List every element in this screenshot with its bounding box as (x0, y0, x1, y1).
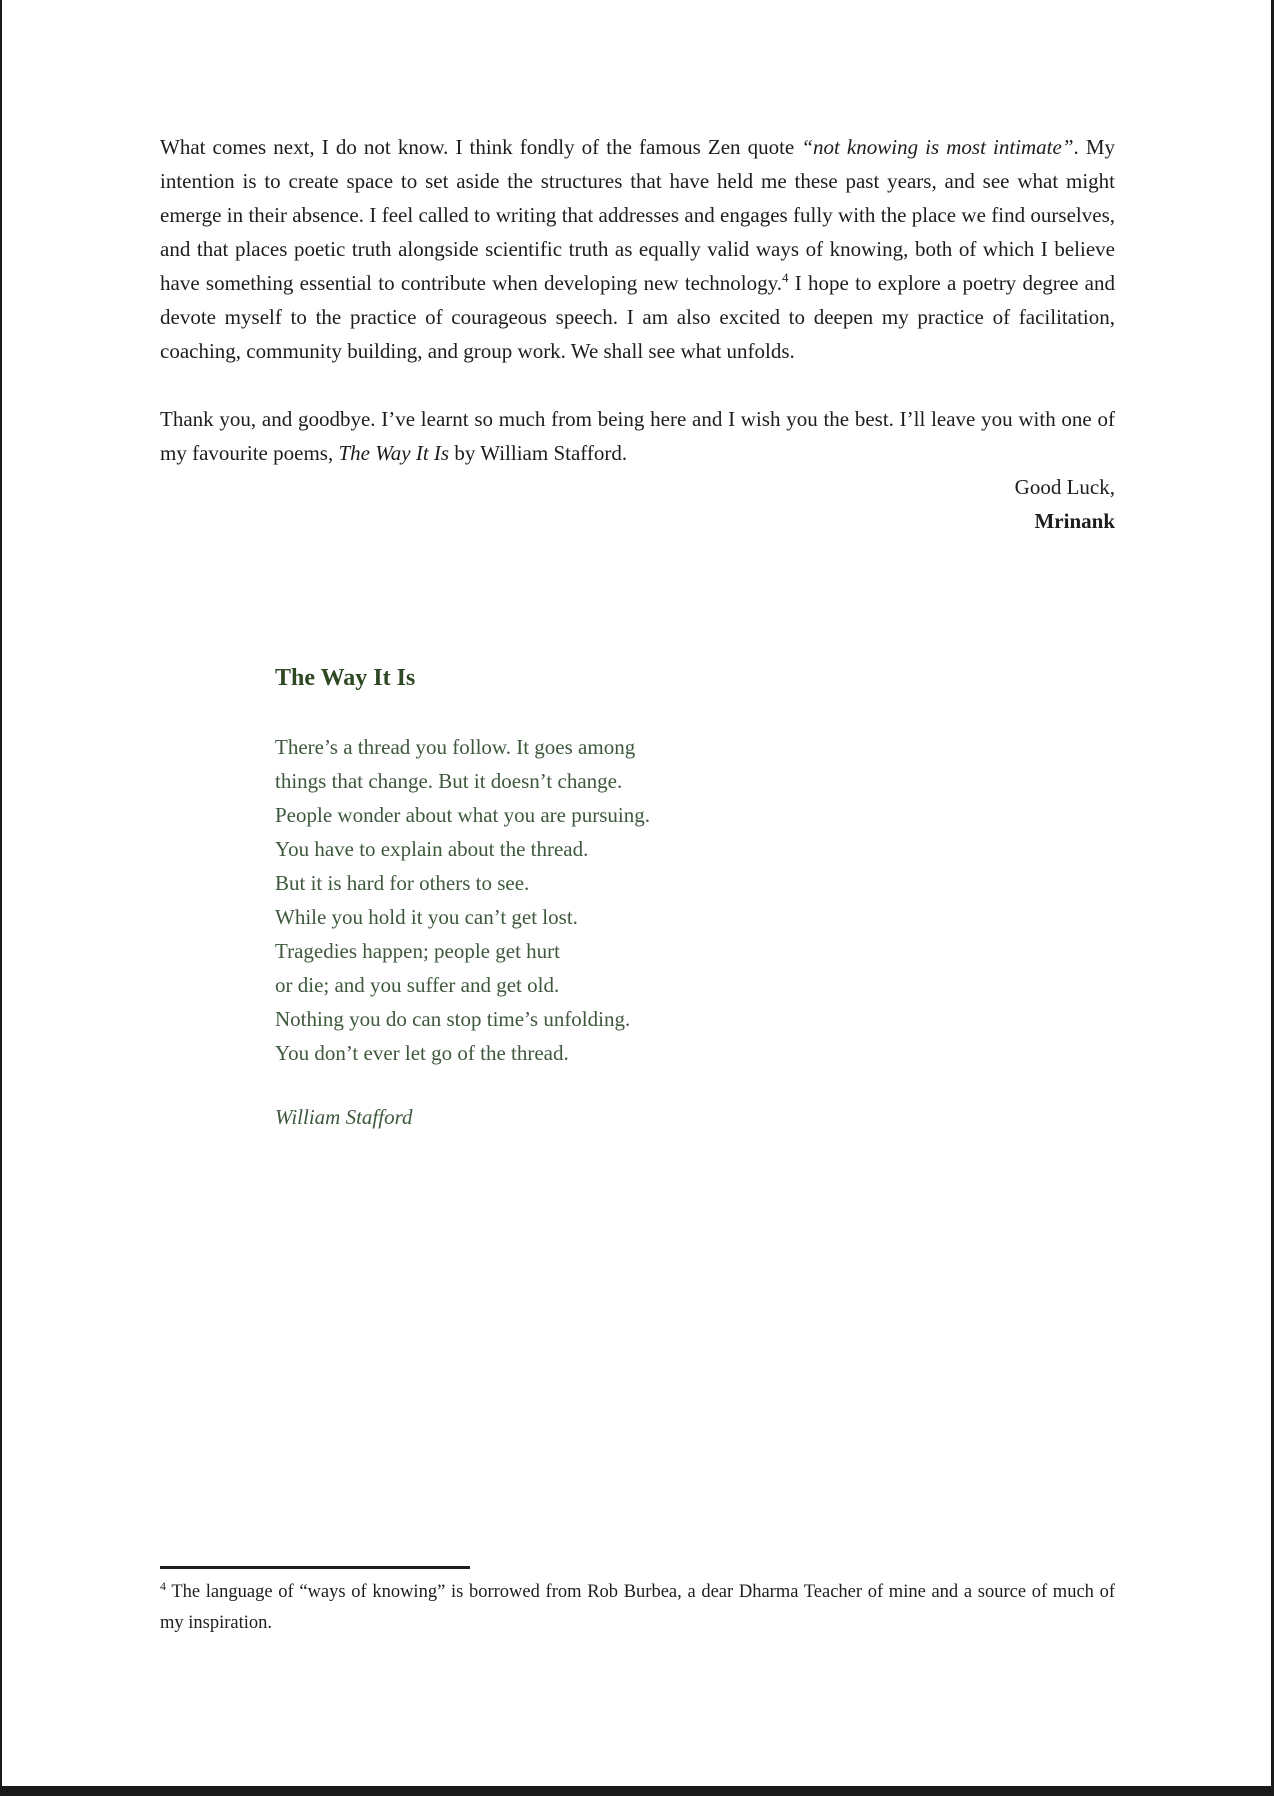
footnote-reference-4: 4 (782, 270, 789, 285)
poem-line: But it is hard for others to see. (275, 871, 530, 895)
footnote-text (160, 1577, 1115, 1639)
poem-title-inline-italic: The Way It Is (338, 441, 450, 465)
letter-paragraph-2 (160, 402, 1115, 470)
poem-title: The Way It Is (275, 665, 416, 691)
signature-closing: Good Luck, (1014, 475, 1115, 499)
page-bottom-edge (2, 1786, 1271, 1796)
poem-line: While you hold it you can’t get lost. (275, 905, 578, 929)
signature-name: Mrinank (1034, 509, 1115, 533)
poem-line: Nothing you do can stop time’s unfolding. (275, 1007, 631, 1031)
footnote-separator-rule (160, 1566, 470, 1569)
poem-line: things that change. But it doesn’t change. (275, 769, 623, 793)
poem-line: Tragedies happen; people get hurt (275, 939, 560, 963)
poem-line: People wonder about what you are pursuing. (275, 803, 650, 827)
poem-line: or die; and you suffer and get old. (275, 973, 560, 997)
poem-line: You don’t ever let go of the thread. (275, 1041, 569, 1065)
signature-block (160, 470, 1115, 538)
footnote-body-text: The language of “ways of knowing” is borrowed from Rob Burbea, a dear Dharma Teacher of mine and a source of much of my inspiration. (160, 1582, 1115, 1633)
poem-block (275, 661, 1115, 1134)
footnote-area (160, 1566, 1115, 1639)
footnote-marker-4: 4 (160, 1578, 166, 1593)
paragraph-2-text: by William Stafford. (449, 441, 628, 465)
paragraph-1-text: I hope to explore a poetry degree and devote myself to the practice of courageous speech. I am also excited to deepen my practice of facilitation, coaching, community building, and group work. We shall see what unfolds. (160, 271, 1115, 363)
letter-body (160, 0, 1115, 1134)
paragraph-2-text: Thank you, and goodbye. I’ve learnt so much from being here and I wish you the best. I’ll leave you with one of my favourite poems, (160, 407, 1115, 465)
zen-quote-italic: “not knowing is most intimate” (801, 135, 1074, 159)
poem-line: You have to explain about the thread. (275, 837, 589, 861)
poem-attribution: William Stafford (275, 1105, 413, 1129)
poem-lines (275, 730, 1115, 1070)
poem-line: There’s a thread you follow. It goes among (275, 735, 636, 759)
letter-paragraph-1 (160, 130, 1115, 368)
paragraph-1-text: What comes next, I do not know. I think fondly of the famous Zen quote (160, 135, 802, 159)
paragraph-1-text: . My intention is to create space to set aside the structures that have held me these past years, and see what might emerge in their absence. I feel called to writing that addresses and engages fully with the place we find ourselves, and that places poetic truth alongside scientific truth as equally valid ways of knowing, both of which I believe have something essential to contribute when developing new technology. (160, 135, 1115, 295)
